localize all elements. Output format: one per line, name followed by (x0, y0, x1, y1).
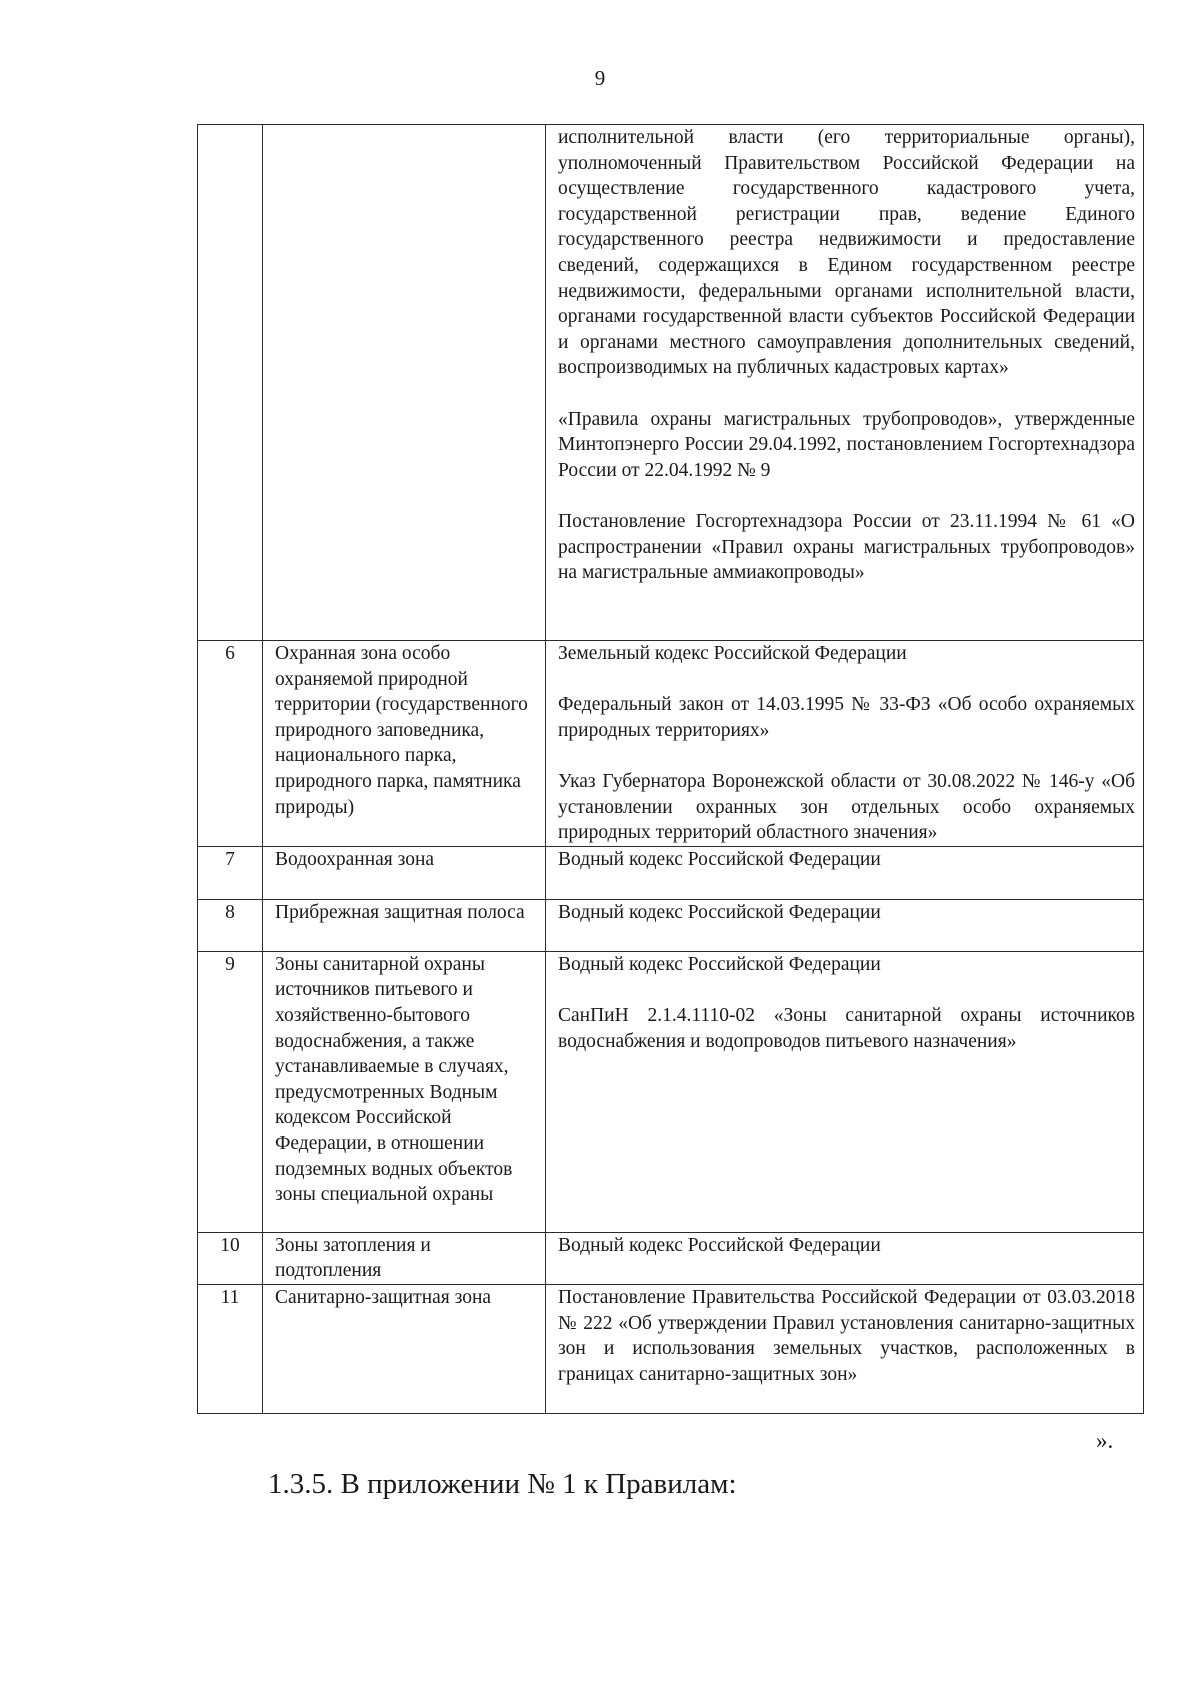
row-number: 11 (198, 1284, 263, 1413)
row-number: 6 (198, 641, 263, 847)
row-number: 8 (198, 899, 263, 951)
legal-basis-cell (546, 1284, 1144, 1413)
legal-document: СанПиН 2.1.4.1110-02 «Зоны санитарной охраны источников водоснабжения и водопроводов питьевого назначения» (558, 1004, 1135, 1052)
legal-document: Постановление Правительства Российской Федерации от 03.03.2018 № 222 «Об утверждении Правил установления санитарно-защитных зон и использования земельных участков, расположенных в границах санитарно-защитных зон» (558, 1286, 1135, 1385)
legal-document: Водный кодекс Российской Федерации (558, 901, 881, 923)
legal-basis-cell (546, 899, 1144, 951)
zone-name: Санитарно-защитная зона (263, 1284, 546, 1413)
legal-document: исполнительной власти (его территориальные органы), уполномоченный Правительством Российской Федерации на осуществление государственного кадастрового учета, государственной регистрации прав, ведение Единого государственного реестра недвижимости и предоставление сведений, содержащихся в Едином государственном реестре недвижимости, федеральными органами исполнительной власти, органами государственной власти субъектов Российской Федерации и органами местного самоуправления дополнительных сведений, воспроизводимых на публичных кадастровых картах» (558, 127, 1135, 379)
table-row (198, 951, 1144, 1232)
legal-document: Водный кодекс Российской Федерации (558, 848, 881, 870)
row-number (198, 125, 263, 641)
table-row (198, 899, 1144, 951)
zone-name: Прибрежная защитная полоса (263, 899, 546, 951)
table-row (198, 125, 1144, 641)
zones-table (197, 124, 1144, 1414)
table-row (198, 1284, 1144, 1413)
page-number: 9 (594, 66, 606, 90)
legal-basis-cell (546, 125, 1144, 641)
section-heading: 1.3.5. В приложении № 1 к Правилам: (268, 1468, 737, 1500)
zone-name: Зоны затопления и подтопления (263, 1232, 546, 1284)
legal-document: Указ Губернатора Воронежской области от 30.08.2022 № 146-у «Об установлении охранных зон отдельных особо охраняемых природных территорий областного значения» (558, 770, 1135, 844)
legal-document: Федеральный закон от 14.03.1995 № 33-ФЗ «Об особо охраняемых природных территориях» (558, 694, 1135, 741)
zone-name (263, 125, 546, 641)
legal-basis-cell (546, 1232, 1144, 1284)
closing-quote: ». (1096, 1428, 1114, 1453)
row-number: 10 (198, 1232, 263, 1284)
legal-basis-cell (546, 951, 1144, 1232)
row-number: 7 (198, 846, 263, 899)
row-number: 9 (198, 951, 263, 1232)
legal-basis-cell (546, 846, 1144, 899)
table-row (198, 641, 1144, 847)
legal-document: Постановление Госгортехнадзора России от 23.11.1994 № 61 «О распространении «Правил охраны магистральных трубопроводов» на магистральные аммиакопроводы» (558, 510, 1135, 584)
legal-document: «Правила охраны магистральных трубопроводов», утвержденные Минтопэнерго России 29.04.1992, постановлением Госгортехнадзора России от 22.04.1992 № 9 (558, 408, 1135, 481)
zone-name: Водоохранная зона (263, 846, 546, 899)
table-row (198, 1232, 1144, 1284)
legal-basis-cell (546, 641, 1144, 847)
legal-document: Водный кодекс Российской Федерации (558, 1234, 881, 1256)
zone-name: Зоны санитарной охраны источников питьевого и хозяйственно-бытового водоснабжения, а также устанавливаемые в случаях, предусмотренных Водным кодексом Российской Федерации, в отношении подземных водных объектов зоны специальной охраны (263, 951, 546, 1232)
zone-name: Охранная зона особо охраняемой природной территории (государственного природного заповедника, национального парка, природного парка, памятника природы) (263, 641, 546, 847)
table-row (198, 846, 1144, 899)
legal-document: Земельный кодекс Российской Федерации (558, 643, 907, 664)
legal-document: Водный кодекс Российской Федерации (558, 953, 881, 975)
